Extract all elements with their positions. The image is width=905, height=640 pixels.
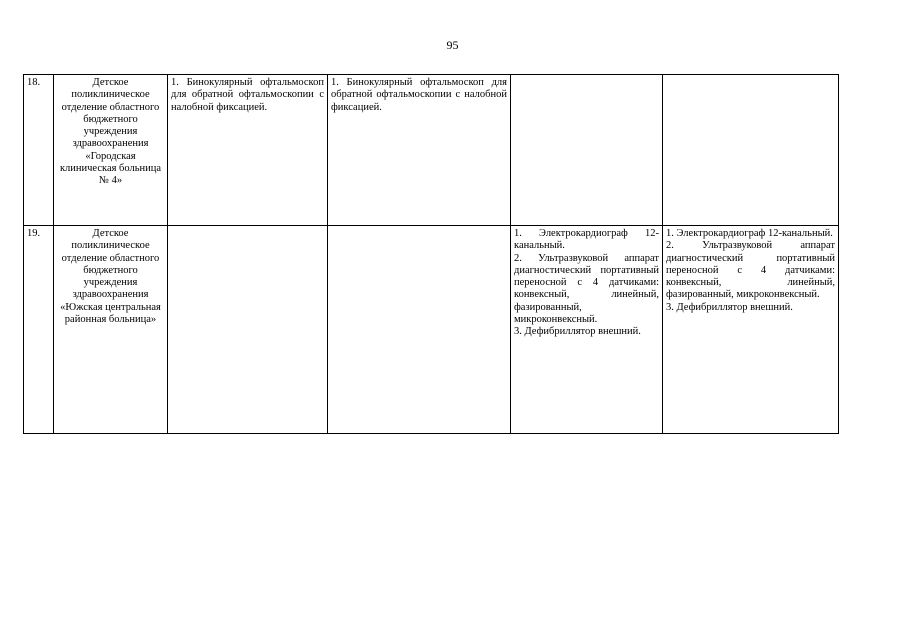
equipment-cell [511,226,663,434]
equipment-cell-empty [511,75,663,226]
equipment-item: 1. Бинокулярный офтальмоскоп для обратной офтальмоскопии с налобной фиксацией. [171,77,324,113]
row-number: 19. [27,228,41,239]
organization-cell [54,226,168,434]
equipment-item: 3. Дефибриллятор внешний. [514,326,641,338]
equipment-item: 2. Ультразвуковой аппарат диагностический портативный переносной с 4 датчиками: конвексный, линейный, фазированный, микроконвексный. [514,252,659,326]
organization-name: Детское поликлиническое отделение областного бюджетного учреждения здравоохранения «Городская клиническая больница № 4» [59,77,162,187]
equipment-item: 2. Ультразвуковой аппарат диагностический портативный переносной с 4 датчиками: конвексный, линейный, фазированный, микроконвексный. [666,240,835,301]
equipment-cell-empty [663,75,839,226]
organization-name: Детское поликлиническое отделение областного бюджетного учреждения здравоохранения «Южская центральная районная больница» [60,228,161,326]
row-number-cell [24,226,54,434]
equipment-table [23,74,839,434]
equipment-cell [663,226,839,434]
row-number: 18. [27,77,41,88]
equipment-cell-empty [168,226,328,434]
organization-cell [54,75,168,226]
table-row [24,75,839,226]
table-row [24,226,839,434]
equipment-item: 1. Электрокардиограф 12-канальный. [666,228,833,239]
equipment-cell [168,75,328,226]
equipment-item: 1. Бинокулярный офтальмоскоп для обратной офтальмоскопии с налобной фиксацией. [331,77,507,113]
page-number: 95 [446,38,459,52]
equipment-item: 3. Дефибриллятор внешний. [666,301,793,313]
equipment-cell-empty [328,226,511,434]
equipment-cell [328,75,511,226]
row-number-cell [24,75,54,226]
equipment-item: 1. Электрокардиограф 12-канальный. [514,228,659,252]
